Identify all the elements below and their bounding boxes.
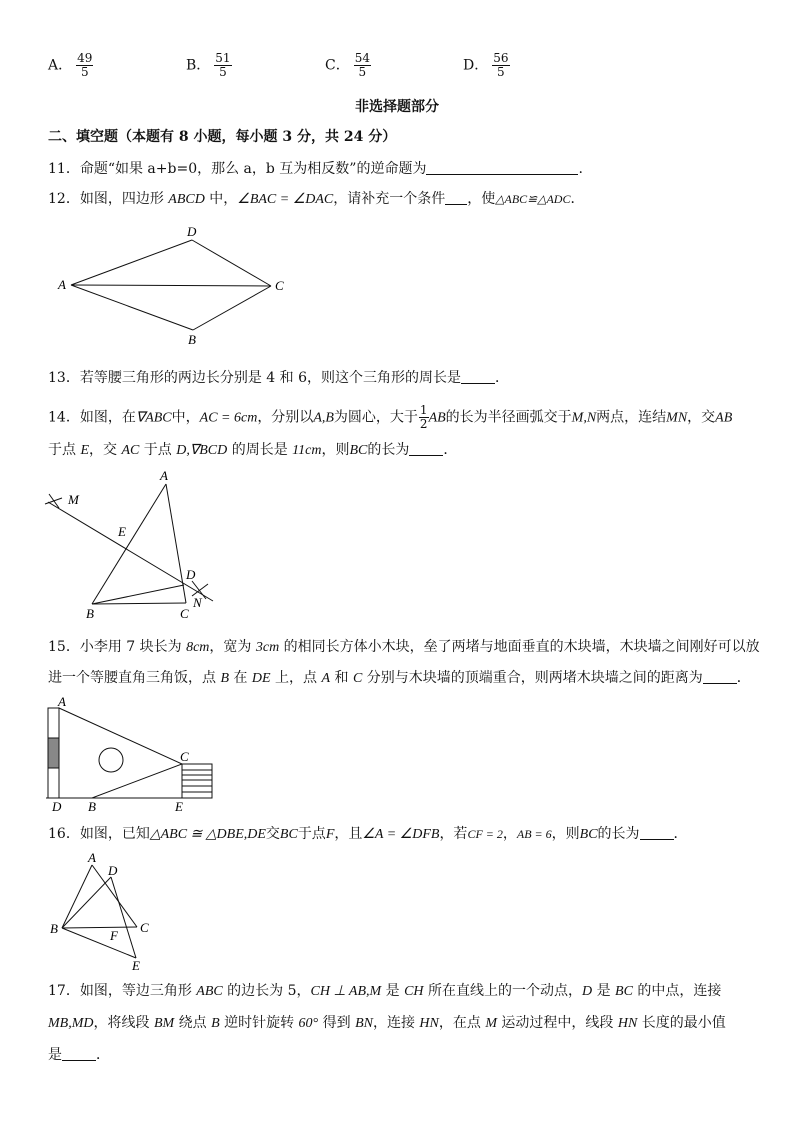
label-b: B bbox=[188, 332, 196, 347]
option-b bbox=[186, 52, 232, 79]
denominator: 5 bbox=[219, 65, 227, 79]
q17-math: CH bbox=[404, 984, 424, 999]
q17-math: M bbox=[485, 1016, 497, 1031]
q15-text: 和 bbox=[330, 670, 353, 686]
question-16 bbox=[48, 825, 688, 844]
q15-text: ，宽为 bbox=[209, 639, 256, 655]
fraction-half bbox=[419, 404, 429, 431]
q15-end: ． bbox=[736, 670, 751, 686]
q12-math: ∠BAC = ∠DAC bbox=[237, 192, 334, 207]
segment-ba bbox=[71, 285, 193, 330]
q16-math: BC bbox=[279, 827, 298, 842]
q15-math: C bbox=[352, 671, 363, 686]
q17-text: 所在直线上的一个动点， bbox=[423, 983, 582, 999]
q14-text: ，交 bbox=[687, 409, 716, 426]
part-title: 非选择题部分 bbox=[355, 99, 439, 115]
q12-text: 12．如图，四边形 bbox=[48, 191, 169, 207]
q17-text: 的中点，连接 bbox=[632, 983, 722, 999]
q17-text: 是 bbox=[592, 983, 616, 999]
segment-ad bbox=[71, 240, 192, 285]
label-e: E bbox=[132, 958, 140, 973]
answer-blank[interactable] bbox=[445, 190, 467, 205]
q14-math: E bbox=[80, 443, 90, 458]
q14-end: ． bbox=[443, 442, 458, 458]
q14-text: 的周长是 bbox=[227, 442, 293, 458]
q13-end: ． bbox=[494, 370, 509, 386]
q17-text: ，在点 bbox=[438, 1015, 486, 1031]
segment-ac bbox=[71, 285, 271, 286]
question-13 bbox=[48, 369, 509, 387]
q12-text: ，使 bbox=[467, 191, 496, 207]
q16-text: 的长为 bbox=[597, 826, 640, 842]
q16-text: 16．如图，已知 bbox=[48, 826, 150, 842]
q17-end: ． bbox=[96, 1047, 110, 1063]
segment-de bbox=[111, 877, 136, 958]
numerator: 51 bbox=[215, 51, 231, 65]
q15-text: 进一个等腰直角三角饭，点 bbox=[48, 670, 221, 686]
q14-text: ，则 bbox=[321, 442, 350, 458]
q17-math: HN bbox=[419, 1016, 439, 1031]
q14-math: AC = 6cm bbox=[199, 410, 258, 426]
q14-text: ，分别以 bbox=[257, 409, 314, 426]
label-d: D bbox=[52, 799, 62, 814]
q14-text: 两点，连结 bbox=[596, 409, 667, 426]
answer-blank[interactable] bbox=[426, 160, 578, 175]
label-c: C bbox=[180, 749, 189, 764]
question-12 bbox=[48, 190, 584, 209]
q12-math: ABCD bbox=[168, 192, 205, 207]
q16-text: ，则 bbox=[551, 826, 580, 842]
numerator: 54 bbox=[354, 51, 370, 65]
q16-text: ，且 bbox=[334, 826, 363, 842]
q14-text: 中， bbox=[171, 409, 200, 426]
q15-math: B bbox=[220, 671, 230, 686]
figure-14-triangle bbox=[40, 466, 230, 626]
q17-math: 60° bbox=[298, 1016, 319, 1031]
denominator: 2 bbox=[419, 417, 428, 431]
q13-text: 13．若等腰三角形的两边长分别是 4 和 6，则这个三角形的周长是 bbox=[48, 370, 461, 386]
option-fraction bbox=[354, 52, 371, 79]
q14-math: BC bbox=[349, 443, 368, 458]
label-a: A bbox=[88, 850, 96, 865]
q17-text: 17．如图，等边三角形 bbox=[48, 983, 197, 999]
segment-ab bbox=[92, 484, 166, 604]
label-n: N bbox=[193, 595, 202, 610]
option-letter: C． bbox=[325, 57, 350, 74]
q15-math: 8cm bbox=[186, 640, 210, 655]
q17-math: ABC bbox=[196, 984, 223, 999]
q17-text: ，将线段 bbox=[93, 1015, 154, 1031]
q17-text: 的边长为 5， bbox=[222, 983, 311, 999]
q17-text: 得到 bbox=[318, 1015, 356, 1031]
arc-mark-m bbox=[45, 498, 62, 504]
q14-text: 为圆心，大于 bbox=[333, 409, 418, 426]
label-b: B bbox=[50, 921, 58, 936]
q17-math: MB,MD bbox=[48, 1016, 94, 1031]
option-c bbox=[325, 52, 371, 79]
q15-math: 3cm bbox=[255, 640, 280, 655]
label-m: M bbox=[68, 492, 79, 507]
segment-bd bbox=[62, 877, 111, 928]
q17-text: 绕点 bbox=[174, 1015, 212, 1031]
q16-math: ∠A = ∠DFB bbox=[362, 827, 440, 842]
q16-text: 于点 bbox=[297, 826, 326, 842]
option-letter: B． bbox=[186, 57, 211, 74]
label-b: B bbox=[86, 606, 94, 621]
q14-math: M,N bbox=[571, 410, 597, 426]
q16-math: CF = 2 bbox=[467, 827, 503, 841]
segment-be bbox=[62, 928, 136, 958]
label-c: C bbox=[140, 920, 149, 935]
denominator: 5 bbox=[358, 65, 367, 79]
question-17-line-2 bbox=[48, 1014, 726, 1033]
figure-12-quadrilateral bbox=[50, 220, 300, 350]
q17-text: 逆时针旋转 bbox=[219, 1015, 299, 1031]
option-letter: D． bbox=[463, 57, 489, 74]
q14-text: 于点 bbox=[139, 442, 177, 458]
question-17 bbox=[48, 982, 721, 1001]
q17-text: ，连接 bbox=[372, 1015, 420, 1031]
q14-math: AB bbox=[715, 410, 733, 426]
q17-math: CH ⊥ AB,M bbox=[310, 984, 382, 999]
q16-text: ， bbox=[502, 826, 517, 842]
q14-math: 11cm bbox=[292, 443, 322, 458]
q14-math: D,∇BCD bbox=[176, 443, 228, 458]
q17-math: HN bbox=[617, 1016, 638, 1031]
line-mn bbox=[48, 502, 213, 601]
q17-math: BN bbox=[355, 1016, 373, 1031]
segment-bd bbox=[92, 585, 184, 604]
label-c: C bbox=[275, 278, 284, 293]
q15-math: DE bbox=[251, 671, 271, 686]
q17-math: B bbox=[211, 1016, 220, 1031]
label-a: A bbox=[58, 694, 66, 709]
denominator: 5 bbox=[497, 65, 505, 79]
q17-text: 运动过程中，线段 bbox=[496, 1015, 618, 1031]
q16-math: F bbox=[325, 827, 335, 842]
segment-bc bbox=[92, 603, 186, 604]
label-b: B bbox=[88, 799, 96, 814]
answer-blank[interactable] bbox=[703, 669, 737, 684]
question-15 bbox=[48, 638, 760, 657]
numerator: 1 bbox=[419, 403, 428, 417]
label-f: F bbox=[110, 928, 118, 943]
question-14 bbox=[48, 404, 732, 431]
label-d: D bbox=[186, 567, 196, 582]
numerator: 49 bbox=[77, 51, 93, 65]
q12-math: △ABC≌△ADC bbox=[495, 192, 571, 206]
q14-math: MN bbox=[666, 410, 688, 426]
option-d bbox=[463, 52, 510, 79]
option-letter: A． bbox=[48, 57, 73, 74]
left-wall-block bbox=[48, 738, 59, 768]
set-square-hole bbox=[99, 748, 123, 772]
q11-text: 11．命题“如果 a+b=0，那么 a，b 互为相反数”的逆命题为 bbox=[48, 161, 427, 177]
right-wall bbox=[182, 764, 212, 798]
q17-math: BM bbox=[153, 1016, 175, 1031]
option-fraction bbox=[214, 52, 231, 79]
q14-text: ，交 bbox=[89, 442, 122, 458]
label-a: A bbox=[160, 468, 168, 483]
segment-cb bbox=[193, 286, 271, 330]
q16-math: BC bbox=[579, 827, 598, 842]
q16-end: ． bbox=[673, 826, 688, 842]
numerator: 56 bbox=[493, 51, 509, 65]
q17-text: 长度的最小值 bbox=[637, 1015, 726, 1031]
q15-text: 上，点 bbox=[270, 670, 322, 686]
label-e: E bbox=[118, 524, 126, 539]
label-c: C bbox=[180, 606, 189, 621]
q14-text: 于点 bbox=[48, 442, 81, 458]
q14-math: ∇ABC bbox=[135, 410, 172, 426]
q12-text: 中， bbox=[204, 191, 238, 207]
answer-blank[interactable] bbox=[461, 369, 495, 384]
q16-math: AB = 6 bbox=[516, 827, 552, 841]
q16-text: ，若 bbox=[439, 826, 468, 842]
q14-math: AB bbox=[428, 410, 446, 426]
q14-text: 14．如图，在 bbox=[48, 409, 136, 426]
figure-16-congruent-triangles bbox=[44, 848, 164, 976]
q17-text: 是 bbox=[48, 1047, 62, 1063]
question-14-line-2 bbox=[48, 441, 457, 460]
q14-math: AC bbox=[121, 443, 140, 458]
question-11 bbox=[48, 160, 583, 178]
question-15-line-2 bbox=[48, 669, 751, 688]
q16-text: 交 bbox=[265, 826, 280, 842]
answer-blank[interactable] bbox=[409, 441, 443, 456]
q12-end: ． bbox=[570, 191, 585, 207]
q15-text: 15．小李用 7 块长为 bbox=[48, 639, 187, 655]
q15-text: 分别与木块墙的顶端重合，则两堵木块墙之间的距离为 bbox=[362, 670, 703, 686]
q17-math: BC bbox=[615, 984, 633, 999]
q12-text: ，请补充一个条件 bbox=[333, 191, 446, 207]
q11-end: . bbox=[578, 161, 583, 177]
answer-blank[interactable] bbox=[62, 1046, 96, 1061]
option-fraction bbox=[492, 52, 509, 79]
denominator: 5 bbox=[80, 65, 89, 79]
question-17-line-3 bbox=[48, 1046, 110, 1064]
label-d: D bbox=[187, 224, 197, 239]
segment-dc bbox=[192, 240, 271, 286]
segment-bc bbox=[62, 927, 137, 928]
segment-ab bbox=[62, 865, 92, 928]
q16-math: △ABC ≅ △DBE,DE bbox=[149, 827, 266, 842]
q15-text: 的相同长方体小木块，垒了两堵与地面垂直的木块墙，木块墙之间刚好可以放 bbox=[279, 639, 760, 655]
label-a: A bbox=[58, 277, 66, 292]
answer-blank[interactable] bbox=[640, 825, 674, 840]
q14-text: 的长为半径画弧交于 bbox=[445, 409, 572, 426]
figure-15-walls bbox=[44, 694, 224, 816]
q14-text: 的长为 bbox=[367, 442, 410, 458]
option-a bbox=[48, 52, 93, 79]
q14-math: A,B bbox=[313, 410, 334, 426]
label-d: D bbox=[108, 863, 118, 878]
q15-math: A bbox=[321, 671, 331, 686]
q17-text: 是 bbox=[381, 983, 405, 999]
q17-math: D bbox=[582, 984, 593, 999]
label-e: E bbox=[175, 799, 183, 814]
section-title: 二、填空题（本题有 8 小题，每小题 3 分，共 24 分） bbox=[48, 129, 397, 145]
q15-text: 在 bbox=[229, 670, 252, 686]
option-fraction bbox=[76, 52, 93, 79]
